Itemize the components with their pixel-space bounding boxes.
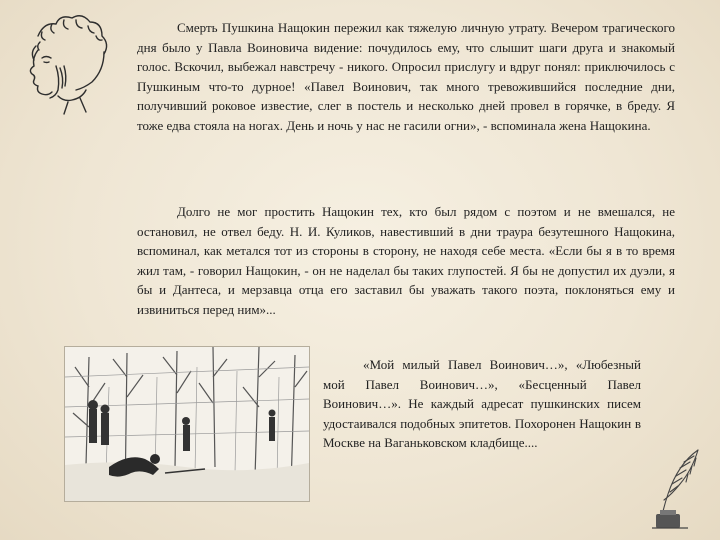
paragraph-nashchokin-grief: Долго не мог простить Нащокин тех, кто был рядом с поэтом и не вмешался, не остановил, не отвел беду. Н. И. Куликов, навестивший в дни траура безутешного Нащокина, вспоминал, как метался тот из стороны в сторону, не находя себе места. «Если бы я в то время жил там, - говорил Нащокин, - он не наделал бы таких глупостей. Я бы не допустил их дуэли, я бы и Дантеса, и мерзавца отца его заставил бы уважать такого поэта, поклоняться ему и извиниться перед ним»... (137, 204, 675, 317)
pushkin-portrait-sketch-icon (8, 6, 128, 116)
quill-inkwell-icon (648, 448, 708, 532)
duel-engraving-image (64, 346, 310, 502)
paragraph-letters-burial: «Мой милый Павел Воинович…», «Любезный мой Павел Воинович…», «Бесценный Павел Воинович…». Не каждый адресат пушкинских писем удостаивался подобных эпитетов. Похоронен Нащокин в Москве на Ваганьковском кладбище.... (323, 357, 641, 451)
paragraph-pushkin-death: Смерть Пушкина Нащокин пережил как тяжелую личную утрату. Вечером трагического дня было у Павла Воиновича видение: почудилось ему, что слышит шаги друга и знакомый голос. Вскочил, выбежал навстречу - никого. Опросил прислугу и вдруг понял: приключилось с Пушкиным что-то дурное! «Павел Воинович, так много тревожившийся последние дни, получивший роковое известие, слег в постель и несколько дней провел в горячке, в бреду. Я тоже едва стояла на ногах. День и ночь у нас не гасили огни», - вспоминала жена Нащокина. (137, 20, 675, 133)
